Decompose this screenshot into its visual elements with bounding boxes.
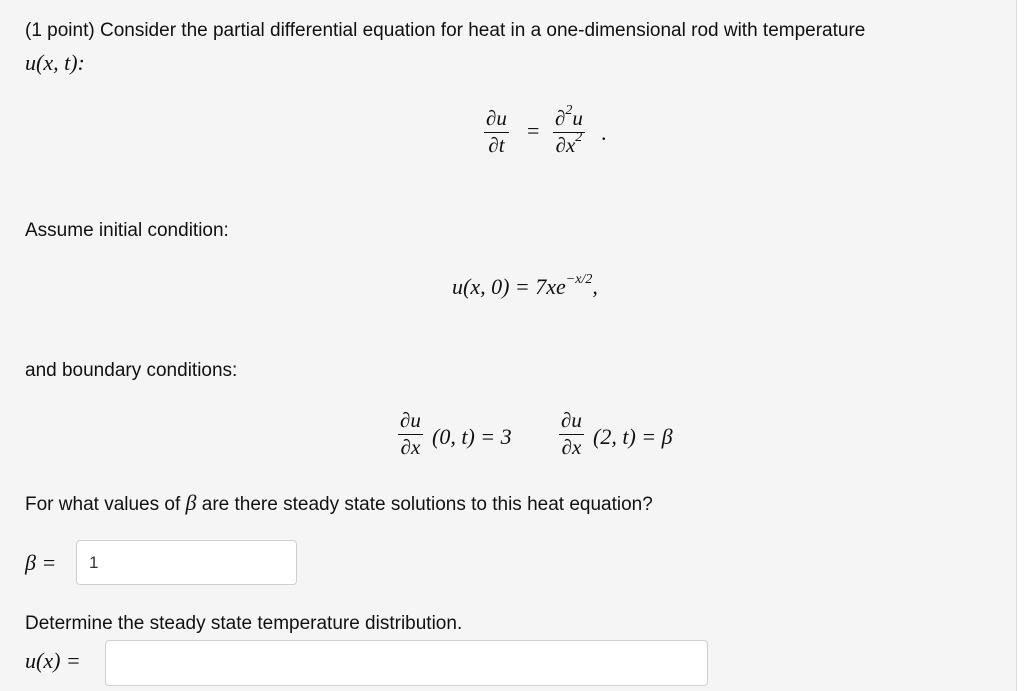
beta-question-post: are there steady state solutions to this heat equation? bbox=[196, 494, 653, 515]
boundary-right-numerator: ∂u bbox=[561, 408, 582, 432]
boundary-right-denominator: ∂x bbox=[561, 435, 582, 459]
pde-period: . bbox=[601, 120, 607, 145]
assume-label: Assume initial condition: bbox=[25, 220, 229, 241]
boundary-label: and boundary conditions: bbox=[25, 360, 238, 381]
u-answer-input[interactable] bbox=[105, 640, 708, 686]
initial-lhs: u(x, 0) = 7xe bbox=[452, 274, 566, 299]
beta-label: β = bbox=[25, 550, 57, 575]
pde-equals: = bbox=[527, 118, 540, 143]
beta-question-pre: For what values of bbox=[25, 494, 186, 515]
exponent: 2 bbox=[575, 130, 583, 145]
pde-lhs-denominator: ∂t bbox=[488, 133, 505, 157]
variable-u: u bbox=[572, 106, 583, 130]
boundary-right-args: (2, t) = β bbox=[593, 424, 673, 449]
boundary-left-denominator: ∂x bbox=[400, 435, 421, 459]
boundary-right-fraction bbox=[559, 408, 584, 459]
initial-condition bbox=[452, 271, 598, 300]
boundary-left-args: (0, t) = 3 bbox=[432, 424, 512, 449]
boundary-left-fraction bbox=[398, 408, 423, 459]
pde-lhs-numerator: ∂u bbox=[486, 106, 507, 130]
exponent: 2 bbox=[565, 103, 573, 118]
steady-state-label: Determine the steady state temperature distribution. bbox=[25, 613, 463, 634]
pde-lhs-fraction bbox=[484, 106, 509, 157]
pde-rhs-fraction bbox=[553, 103, 585, 157]
boundary-left-numerator: ∂u bbox=[400, 408, 421, 432]
pde-rhs-numerator bbox=[553, 103, 585, 130]
beta-symbol: β bbox=[185, 490, 197, 515]
beta-answer-label bbox=[25, 550, 56, 576]
question-intro: (1 point) Consider the partial differential equation for heat in a one-dimensional rod with temperature bbox=[25, 20, 866, 41]
u-answer-label: u(x) = bbox=[25, 648, 81, 673]
initial-exponent: −x/2 bbox=[565, 271, 593, 287]
partial-x: ∂x bbox=[555, 133, 576, 157]
pde-rhs-denominator bbox=[554, 130, 585, 157]
partial-symbol: ∂ bbox=[555, 106, 566, 130]
beta-answer-input[interactable] bbox=[76, 540, 297, 585]
initial-comma: , bbox=[592, 274, 598, 299]
beta-question bbox=[25, 490, 653, 516]
function-variable: u(x, t): bbox=[25, 50, 85, 75]
